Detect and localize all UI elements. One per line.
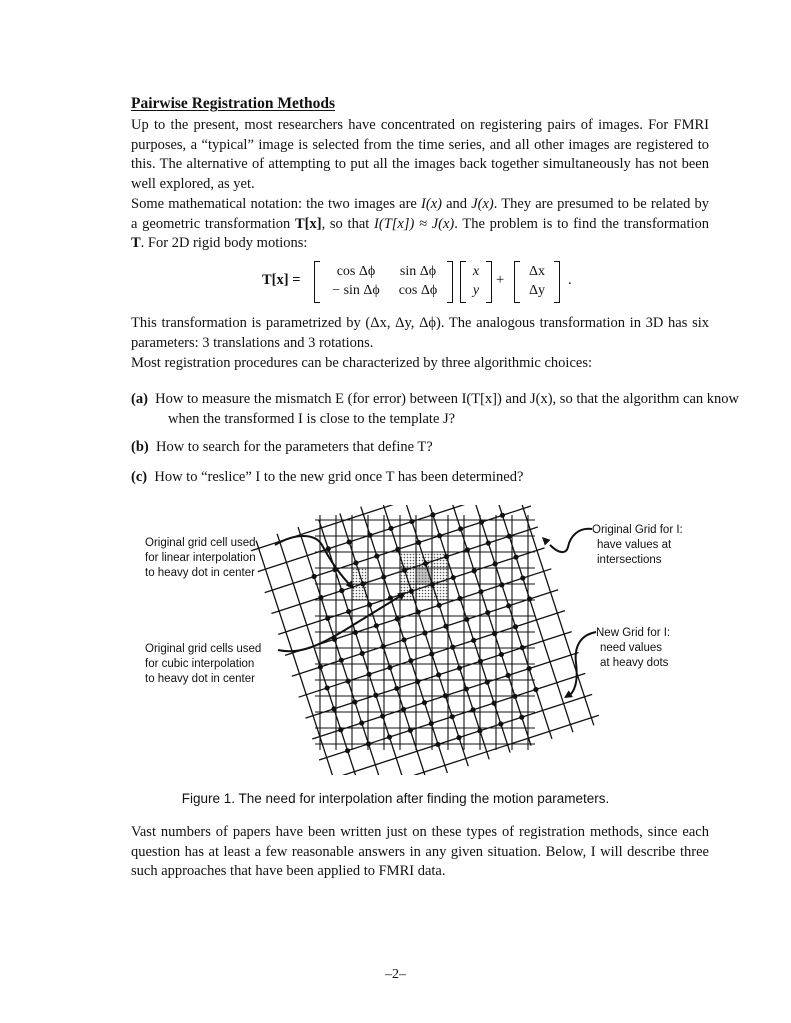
heavy-dot [416, 609, 421, 614]
heavy-dot [464, 617, 469, 622]
heavy-dot [486, 540, 491, 545]
matrix-cell-12: sin Δϕ [399, 264, 437, 279]
figure-caption: Figure 1. The need for interpolation after finding the motion parameters. [181, 791, 610, 806]
label-new-line-1: New Grid for I: [596, 627, 671, 639]
interpolation-figure [130, 505, 710, 775]
heavy-dot [437, 603, 442, 608]
label-cubic-line-1: Original grid cells used [145, 643, 262, 655]
heavy-dot [381, 644, 386, 649]
list-item-a-label: (a) [131, 391, 148, 407]
label-cubic-interpolation [145, 642, 261, 687]
heavy-dot [346, 609, 351, 614]
heavy-dot [499, 582, 504, 587]
list-item-a-text: How to measure the mismatch E (for error) between I(T[x]) and J(x), so that the algorithm can know when the transformed I is close to the template J? [155, 391, 740, 427]
heavy-dot [444, 554, 449, 559]
heavy-dot [374, 623, 379, 628]
label-orig-line-1: Original Grid for I: [592, 524, 683, 536]
heavy-dot [450, 714, 455, 719]
symbol-T-of-x: T[x] [294, 215, 322, 232]
heavy-dot [451, 575, 456, 580]
heavy-dot [458, 526, 463, 531]
equation-plus: + [496, 272, 505, 288]
heavy-dot [409, 519, 414, 524]
heavy-dot [443, 693, 448, 698]
notation-text-2: and [441, 196, 472, 212]
heavy-dot [325, 685, 330, 690]
heavy-dot [338, 727, 343, 732]
heavy-dot [312, 574, 317, 579]
label-linear-line-3: to heavy dot in center [145, 567, 255, 579]
heavy-dot [506, 673, 511, 678]
equation-lhs: T[x] = [262, 272, 301, 288]
paragraph-choices: Most registration procedures can be characterized by three algorithmic choices: [131, 355, 592, 371]
vector-y: y [472, 283, 480, 298]
heavy-dot [464, 686, 469, 691]
heavy-dot [401, 637, 406, 642]
rotation-matrix [314, 261, 453, 303]
heavy-dot [492, 561, 497, 566]
label-new-grid [596, 626, 670, 671]
heavy-dot [325, 616, 330, 621]
heavy-dot [415, 679, 420, 684]
heavy-dot [318, 664, 323, 669]
heavy-dot [499, 652, 504, 657]
heavy-dot [471, 707, 476, 712]
heavy-dot [360, 581, 365, 586]
label-linear-interpolation [145, 536, 256, 581]
heavy-dot [374, 554, 379, 559]
heavy-dot [381, 574, 386, 579]
label-cubic-line-2: for cubic interpolation [145, 658, 255, 670]
heavy-dot [352, 699, 357, 704]
paragraph-parametrization: This transformation is parametrized by (Δx, Δy, Δϕ). The analogous transformation in 3D has six parameters: 3 translations and 3 rotations. [131, 315, 709, 351]
heavy-dot [443, 624, 448, 629]
heavy-dot [347, 539, 352, 544]
equation-period: . [568, 272, 572, 288]
heavy-dot [479, 520, 484, 525]
arrow-head [542, 537, 550, 545]
heavy-dot [402, 568, 407, 573]
heavy-dot [457, 596, 462, 601]
heavy-dot [401, 707, 406, 712]
heavy-dot [387, 734, 392, 739]
heavy-dot [360, 651, 365, 656]
heavy-dot [345, 748, 350, 753]
heavy-dot [395, 547, 400, 552]
heavy-dot [429, 721, 434, 726]
heavy-dot [465, 547, 470, 552]
heavy-dot [353, 630, 358, 635]
heavy-dot [394, 686, 399, 691]
heavy-dot [346, 679, 351, 684]
list-item-b-text: How to search for the parameters that define T? [155, 439, 433, 455]
heavy-dot [471, 638, 476, 643]
symbol-I-of-x: I(x) [421, 196, 442, 212]
heavy-dot [366, 672, 371, 677]
list-item-a [131, 390, 746, 429]
heavy-dot [318, 595, 323, 600]
rigid-body-equation [262, 261, 582, 303]
list-item-c-label: (c) [131, 469, 148, 485]
heavy-dot [435, 742, 440, 747]
heavy-dot [456, 735, 461, 740]
symbol-I-T-approx-J: I(T[x]) ≈ J(x) [374, 215, 455, 232]
heavy-dot [339, 588, 344, 593]
matrix-cell-11: cos Δϕ [336, 264, 376, 279]
heavy-dot [520, 645, 525, 650]
heavy-dot [519, 715, 524, 720]
heavy-dot [380, 714, 385, 719]
heavy-dot [423, 561, 428, 566]
heavy-dot [513, 624, 518, 629]
heavy-dot [395, 616, 400, 621]
heavy-dot [373, 693, 378, 698]
heavy-dot [500, 513, 505, 518]
translation-dx: Δx [528, 264, 545, 279]
heavy-dot [388, 595, 393, 600]
heavy-dot [416, 540, 421, 545]
translation-dy: Δy [528, 283, 545, 298]
label-new-line-2: need values [600, 642, 663, 654]
heavy-dot [513, 555, 518, 560]
label-orig-line-2: have values at [597, 539, 672, 551]
symbol-J-of-x: J(x) [471, 196, 494, 212]
heavy-dot [507, 534, 512, 539]
heavy-dot [430, 582, 435, 587]
label-linear-line-2: for linear interpolation [145, 552, 256, 564]
heavy-dot [477, 728, 482, 733]
paragraph-notation [131, 195, 709, 254]
heavy-dot [359, 720, 364, 725]
heavy-dot [408, 728, 413, 733]
heavy-dot [478, 589, 483, 594]
list-item-b-label: (b) [131, 439, 149, 455]
heavy-dot [485, 680, 490, 685]
label-new-line-3: at heavy dots [600, 657, 669, 669]
heavy-dot [533, 687, 538, 692]
label-orig-line-3: intersections [597, 554, 662, 566]
list-item-c-text: How to “reslice” I to the new grid once T has been determined? [154, 469, 524, 485]
new-grid-line [465, 505, 552, 739]
heavy-dot [366, 741, 371, 746]
heavy-dot [367, 602, 372, 607]
heavy-dot [422, 630, 427, 635]
heavy-dot [478, 659, 483, 664]
heavy-dot [512, 694, 517, 699]
matrix-cell-22: cos Δϕ [398, 283, 438, 298]
symbol-T: T [131, 235, 141, 251]
label-original-grid [592, 523, 683, 568]
heavy-dot [485, 610, 490, 615]
heavy-dot [492, 631, 497, 636]
section-heading: Pairwise Registration Methods [131, 95, 336, 112]
heavy-dot [326, 546, 331, 551]
heavy-dot [526, 666, 531, 671]
label-linear-line-1: Original grid cell used [145, 537, 256, 549]
label-cubic-line-3: to heavy dot in center [145, 673, 255, 685]
notation-text-6: . For 2D rigid body motions: [140, 235, 308, 251]
vector-x: x [472, 264, 480, 279]
notation-text-4: , so that [321, 215, 375, 232]
heavy-dot [498, 721, 503, 726]
heavy-dot [450, 645, 455, 650]
translation-vector [514, 261, 560, 303]
heavy-dot [472, 568, 477, 573]
heavy-dot [387, 665, 392, 670]
heavy-dot [331, 706, 336, 711]
arrow-to-original-grid [550, 529, 592, 552]
heavy-dot [429, 651, 434, 656]
heavy-dot [430, 512, 435, 517]
coordinate-vector [460, 261, 492, 303]
heavy-dot [506, 603, 511, 608]
heavy-dot [408, 658, 413, 663]
heavy-dot [520, 575, 525, 580]
paragraph-intro: Up to the present, most researchers have concentrated on registering pairs of images. For FMRI purposes, a “typical” image is selected from the time series, and all other images are registered to this. The alternative of attempting to put all the images back together simultaneously has not been well explored, as yet. [131, 117, 709, 192]
heavy-dot [437, 533, 442, 538]
heavy-dot [422, 700, 427, 705]
heavy-dot [339, 658, 344, 663]
heavy-dot [353, 560, 358, 565]
new-grid-line [258, 505, 524, 572]
heavy-dot [436, 672, 441, 677]
heavy-dot [457, 665, 462, 670]
list-item-c [131, 468, 709, 488]
heavy-dot [367, 533, 372, 538]
heavy-dot [527, 596, 532, 601]
heavy-dot [491, 700, 496, 705]
paragraph-conclusion: Vast numbers of papers have been written just on these types of registration methods, since each question has at least a few reasonable answers in any given situation. Below, I will describe three such approaches that have been applied to FMRI data. [131, 824, 709, 879]
new-grid-line [256, 541, 343, 775]
notation-text-1: Some mathematical notation: the two images are [131, 196, 422, 212]
page-number: –2– [385, 967, 406, 982]
matrix-cell-21: − sin Δϕ [332, 283, 380, 298]
list-item-b [131, 438, 709, 458]
heavy-dot [388, 526, 393, 531]
notation-text-5: . The problem is to find the transformation [454, 215, 709, 232]
notation-text-3: . They are presumed to be related by a geometric transformation [131, 196, 709, 232]
heavy-dot [409, 589, 414, 594]
